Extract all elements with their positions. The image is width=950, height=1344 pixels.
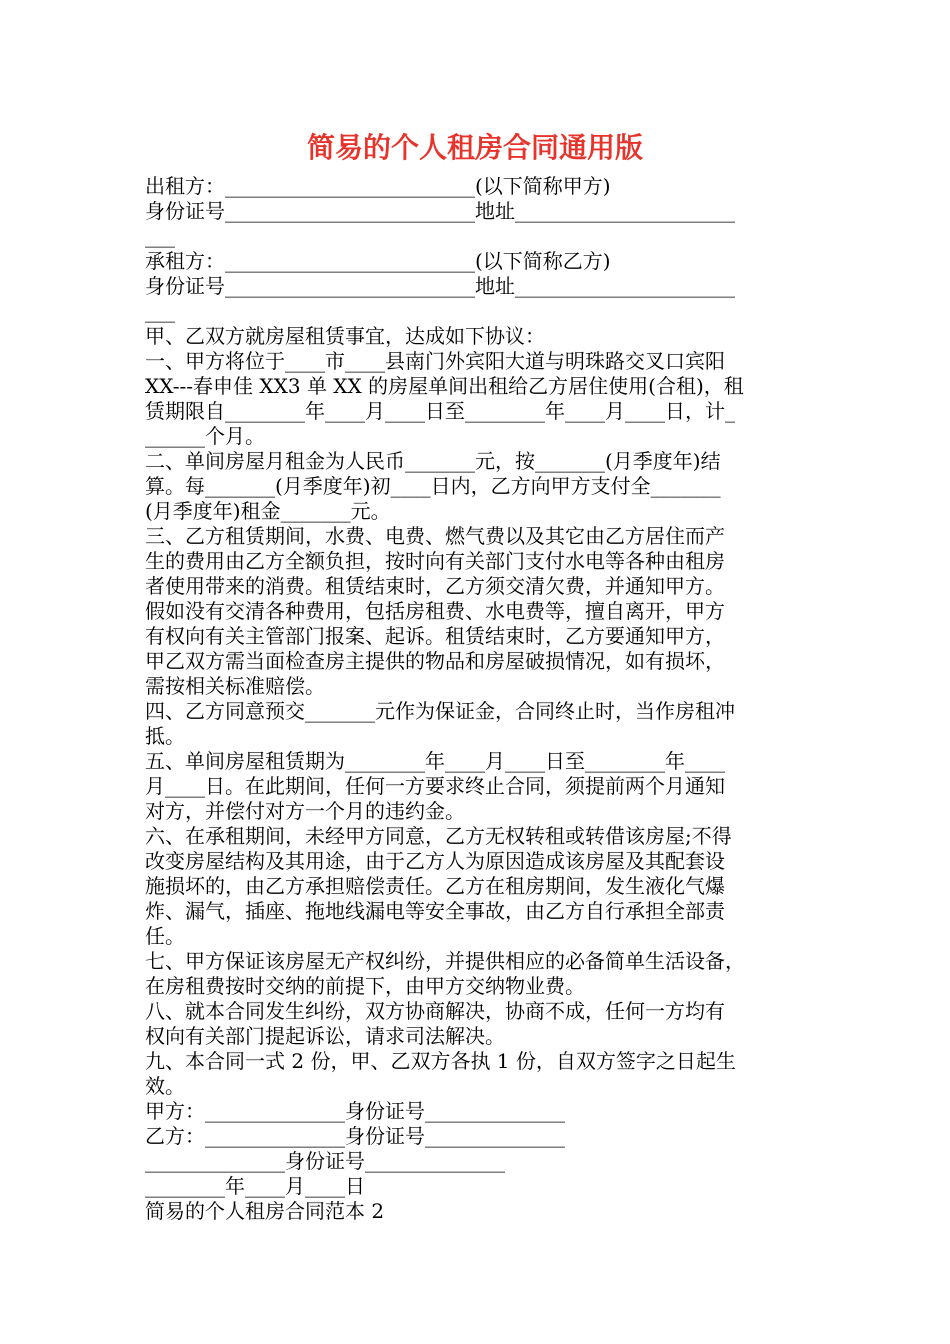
document-line: 算。每_______(月季度年)初____日内，乙方向甲方支付全_______ — [145, 474, 721, 498]
document-line: 抵。 — [145, 724, 185, 748]
document-line: 九、本合同一式 2 份，甲、乙双方各执 1 份，自双方签字之日起生 — [145, 1049, 736, 1073]
document-line: 改变房屋结构及其用途，由于乙方人为原因造成该房屋及其配套设 — [145, 849, 725, 873]
document-line: 权向有关部门提起诉讼，请求司法解决。 — [145, 1024, 505, 1048]
document-line: 对方，并偿付对方一个月的违约金。 — [145, 799, 465, 823]
document-line: 八、就本合同发生纠纷，双方协商解决，协商不成，任何一方均有 — [145, 999, 725, 1023]
document-title: 简易的个人租房合同通用版 — [306, 131, 643, 164]
document-line: 三、乙方租赁期间，水费、电费、燃气费以及其它由乙方居住而产 — [145, 524, 725, 548]
document-line: XX---春申佳 XX3 单 XX 的房屋单间出租给乙方居住使用(合租)，租 — [145, 374, 744, 398]
document-line: 一、甲方将位于____市____县南门外宾阳大道与明珠路交叉口宾阳 — [145, 349, 725, 373]
document-line: 赁期限自________年____月____日至________年____月____日，计_ — [145, 399, 735, 423]
document-line: 身份证号_________________________地址______________________ — [145, 274, 735, 298]
document-line: 炸、漏气，插座、拖地线漏电等安全事故，由乙方自行承担全部责 — [145, 899, 725, 923]
document-line: 五、单间房屋租赁期为________年____月____日至________年____ — [145, 749, 725, 773]
document-line: ___ — [145, 224, 175, 248]
document-line: 者使用带来的消费。租赁结束时，乙方须交清欠费，并通知甲方。 — [145, 574, 725, 598]
document-line: 月____日。在此期间，任何一方要求终止合同，须提前两个月通知 — [145, 774, 725, 798]
document-line: 简易的个人租房合同范本 2 — [145, 1199, 385, 1223]
document-line: 身份证号_________________________地址______________________ — [145, 199, 735, 223]
document-line: 施损坏的，由乙方承担赔偿责任。乙方在租房期间，发生液化气爆 — [145, 874, 725, 898]
document-body — [145, 174, 810, 1224]
document-line: 有权向有关主管部门报案、起诉。租赁结束时，乙方要通知甲方， — [145, 624, 725, 648]
document-line: ______个月。 — [145, 424, 265, 448]
document-line: 乙方：______________身份证号______________ — [145, 1124, 565, 1148]
document-line: 需按相关标准赔偿。 — [145, 674, 325, 698]
document-line: 承租方：_________________________(以下简称乙方) — [145, 249, 611, 273]
document-line: (月季度年)租金_______元。 — [145, 499, 391, 523]
document-line: 任。 — [145, 924, 185, 948]
document-line: 二、单间房屋月租金为人民币_______元，按_______(月季度年)结 — [145, 449, 721, 473]
document-line: 甲方：______________身份证号______________ — [145, 1099, 565, 1123]
document-line: 六、在承租期间，未经甲方同意，乙方无权转租或转借该房屋;不得 — [145, 824, 732, 848]
document-line: ___ — [145, 299, 175, 323]
document-line: 甲乙双方需当面检查房主提供的物品和房屋破损情况，如有损坏， — [145, 649, 725, 673]
document-line: 假如没有交清各种费用，包括房租费、水电费等，擅自离开，甲方 — [145, 599, 725, 623]
document-line: 在房租费按时交纳的前提下，由甲方交纳物业费。 — [145, 974, 585, 998]
document-line: 七、甲方保证该房屋无产权纠纷，并提供相应的必备简单生活设备， — [145, 949, 745, 973]
document-line: 出租方：_________________________(以下简称甲方) — [145, 174, 611, 198]
document-line: 四、乙方同意预交_______元作为保证金，合同终止时，当作房租冲 — [145, 699, 735, 723]
document-line: 效。 — [145, 1074, 185, 1098]
document-line: ______________身份证号______________ — [145, 1149, 505, 1173]
document-line: 生的费用由乙方全额负担，按时向有关部门支付水电等各种由租房 — [145, 549, 725, 573]
document-line: 甲、乙双方就房屋租赁事宜，达成如下协议： — [145, 324, 545, 348]
document-line: ________年____月____日 — [145, 1174, 365, 1198]
